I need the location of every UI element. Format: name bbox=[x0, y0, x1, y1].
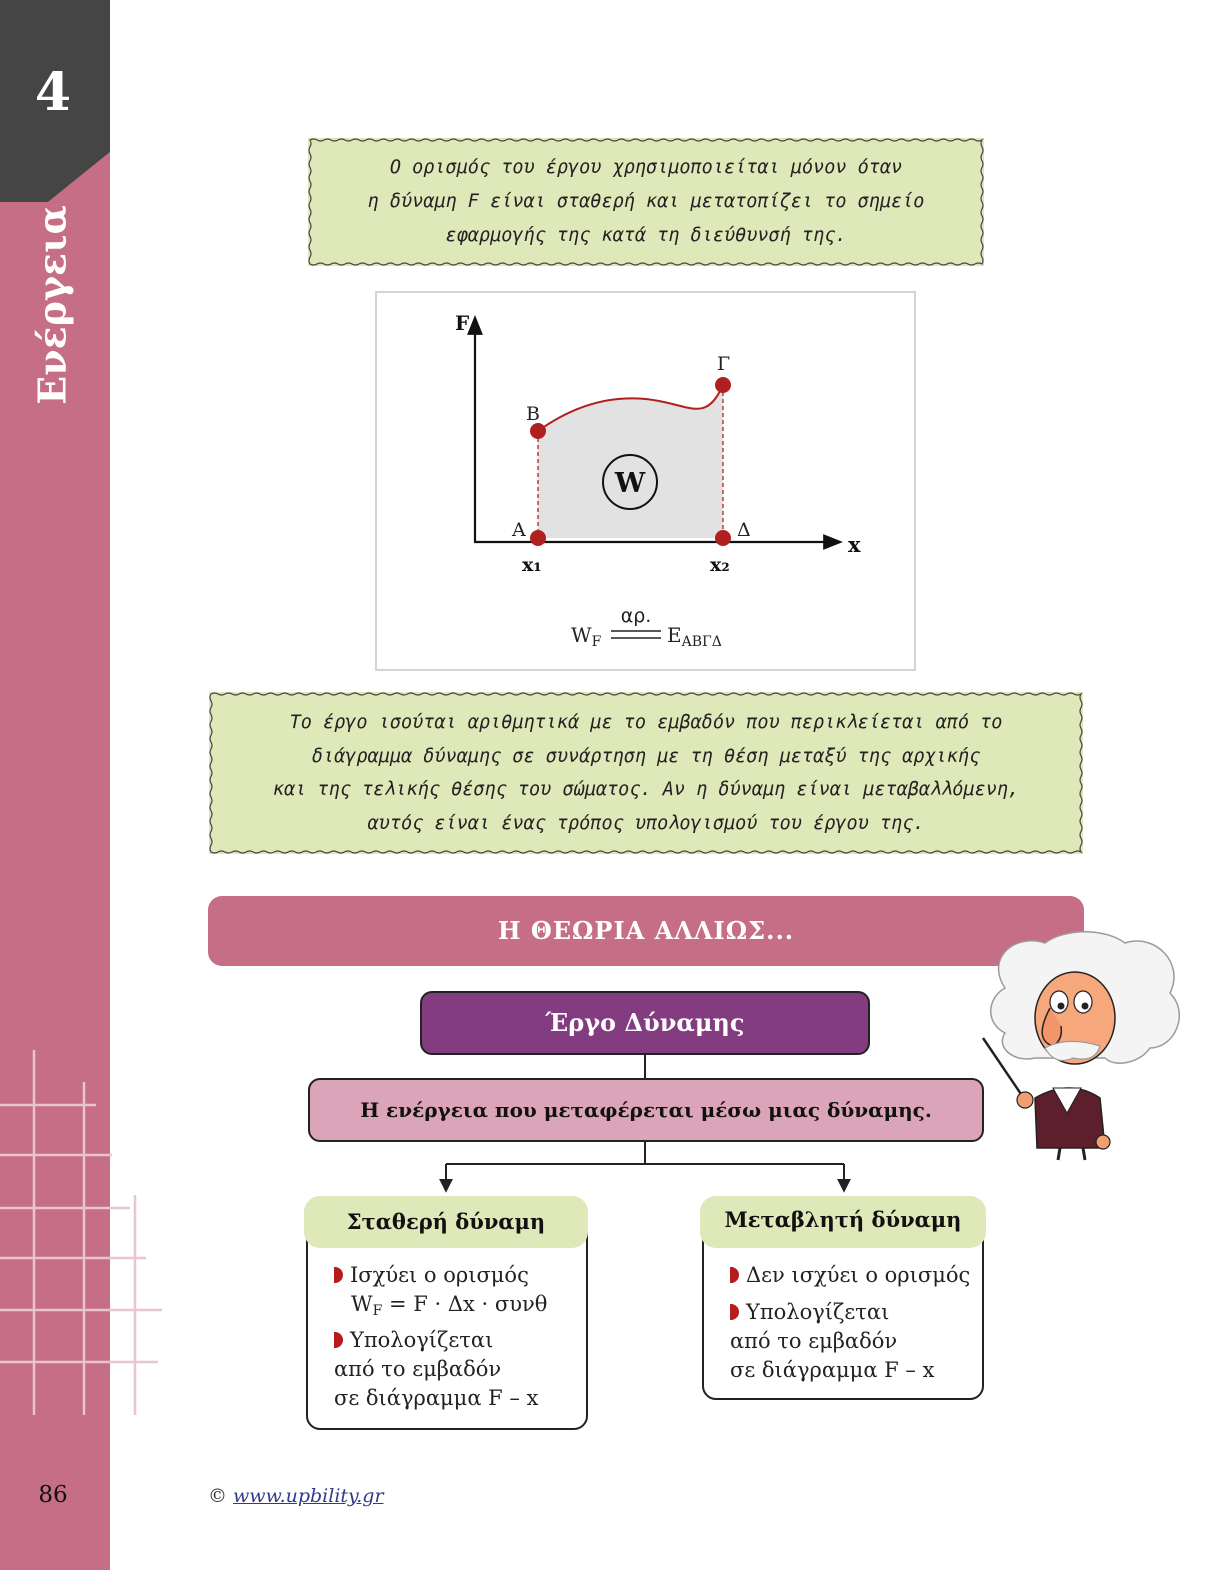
formula-over: αρ. bbox=[620, 605, 652, 627]
section-banner-title: Η ΘΕΩΡΙΑ ΑΛΛΙΩΣ... bbox=[497, 916, 795, 945]
label-d: Δ bbox=[737, 519, 751, 541]
label-g: Γ bbox=[717, 353, 731, 375]
y-axis-label: F bbox=[455, 311, 470, 335]
bullet-icon bbox=[334, 1267, 343, 1283]
note-line: και της τελικής θέσης του σώματος. Αν η δύναμη είναι μεταβαλλόμενη, bbox=[272, 779, 1020, 800]
copyright-symbol: © bbox=[208, 1485, 227, 1507]
page-number: 86 bbox=[38, 1482, 68, 1508]
bullet-icon bbox=[334, 1332, 343, 1348]
bullet-icon bbox=[730, 1267, 739, 1283]
constant-force-title: Σταθερή δύναμη bbox=[304, 1196, 588, 1248]
label-x1: x₁ bbox=[522, 554, 542, 576]
concept-root: Έργο Δύναμης bbox=[420, 991, 870, 1055]
footer bbox=[208, 1485, 384, 1507]
chapter-number: 4 bbox=[34, 62, 72, 123]
x-axis-label: x bbox=[848, 532, 861, 557]
concept-definition: Η ενέργεια που μεταφέρεται μέσω μιας δύναμης. bbox=[308, 1078, 984, 1142]
bullet-icon bbox=[730, 1304, 739, 1320]
formula-left: $W_F$ bbox=[571, 623, 602, 650]
note-line: η δύναμη F είναι σταθερή και μετατοπίζει το σημείο bbox=[367, 191, 925, 212]
area-label: W bbox=[614, 468, 646, 499]
professor-cartoon-icon bbox=[975, 928, 1190, 1168]
variable-force-title: Μεταβλητή δύναμη bbox=[700, 1196, 986, 1248]
label-b: Β bbox=[526, 403, 540, 425]
label-x2: x₂ bbox=[710, 554, 730, 576]
note-line: Το έργο ισούται αριθμητικά με το εμβαδόν που περικλείεται από το bbox=[289, 712, 1003, 733]
formula-right: $E_{AB\Gamma\Delta}$ bbox=[667, 623, 722, 650]
note-line: Ο ορισμός του έργου χρησιμοποιείται μόνον όταν bbox=[389, 157, 903, 178]
chapter-title: Ενέργεια bbox=[29, 205, 75, 405]
constant-force-formula: WF = F · Δx · συνθ bbox=[351, 1292, 548, 1319]
label-a: Α bbox=[512, 519, 526, 541]
variable-force-item-1: Δεν ισχύει ο ορισμός bbox=[730, 1261, 970, 1290]
variable-force-item-2: Υπολογίζεται από το εμβαδόν σε διάγραμμα F – x bbox=[730, 1300, 935, 1382]
note-line: εφαρμογής της κατά τη διεύθυνσή της. bbox=[445, 225, 847, 246]
constant-force-item-2: Υπολογίζεται από το εμβαδόν σε διάγραμμα F – x bbox=[334, 1328, 539, 1410]
website-link[interactable]: www.upbility.gr bbox=[233, 1485, 384, 1507]
note-line: αυτός είναι ένας τρόπος υπολογισμού του έργου της. bbox=[367, 812, 925, 834]
note-line: διάγραμμα δύναμης σε συνάρτηση με τη θέση μεταξύ της αρχικής bbox=[311, 745, 981, 767]
constant-force-item-1: Ισχύει ο ορισμός bbox=[334, 1261, 529, 1290]
